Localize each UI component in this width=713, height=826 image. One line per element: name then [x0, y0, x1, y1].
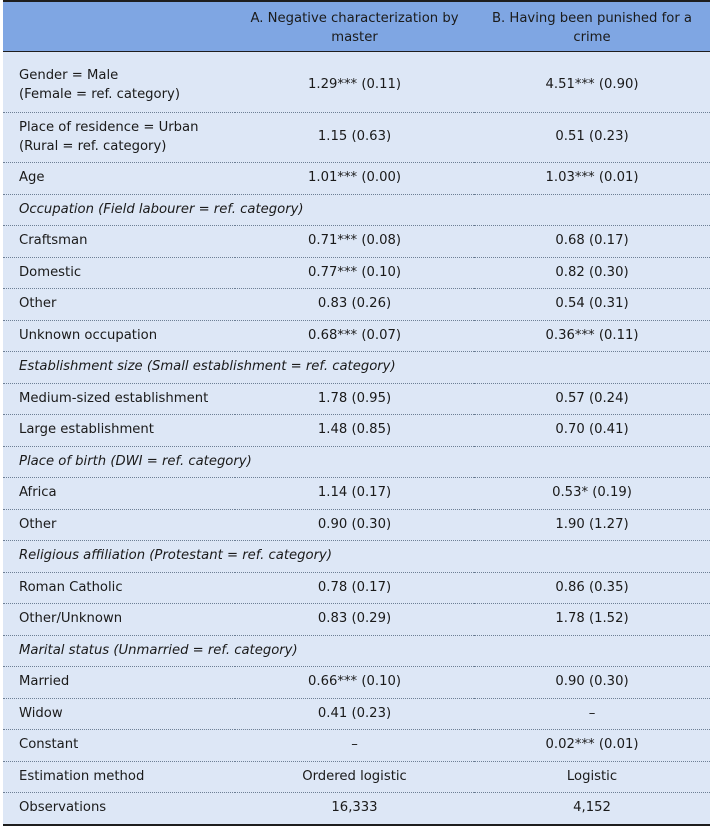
row-label: Estimation method — [3, 761, 235, 793]
row-label: Married — [3, 667, 235, 699]
cell-a: 0.68*** (0.07) — [235, 320, 474, 352]
row-label: Other — [3, 509, 235, 541]
row-label: Craftsman — [3, 226, 235, 258]
row-label: Age — [3, 163, 235, 195]
cell-a: 1.15 (0.63) — [235, 113, 474, 163]
category-row — [3, 352, 710, 384]
cell-a: 1.29*** (0.11) — [235, 52, 474, 113]
category-label: Place of birth (DWI = ref. category) — [3, 446, 710, 478]
table-row — [3, 667, 710, 699]
row-label: Other — [3, 289, 235, 321]
cell-a: 0.66*** (0.10) — [235, 667, 474, 699]
cell-a: 0.83 (0.29) — [235, 604, 474, 636]
cell-b: 0.86 (0.35) — [474, 572, 710, 604]
cell-b: 0.54 (0.31) — [474, 289, 710, 321]
category-row — [3, 541, 710, 573]
category-row — [3, 635, 710, 667]
table-row — [3, 383, 710, 415]
table-row — [3, 226, 710, 258]
cell-a: 1.14 (0.17) — [235, 478, 474, 510]
row-label: Constant — [3, 730, 235, 762]
cell-a: 16,333 — [235, 793, 474, 826]
row-label — [3, 113, 235, 163]
row-label: Other/Unknown — [3, 604, 235, 636]
cell-b: 0.90 (0.30) — [474, 667, 710, 699]
cell-a: Ordered logistic — [235, 761, 474, 793]
table-row — [3, 761, 710, 793]
table-row — [3, 320, 710, 352]
row-label: Observations — [3, 793, 235, 826]
table-row — [3, 163, 710, 195]
table-row — [3, 478, 710, 510]
cell-a: 0.90 (0.30) — [235, 509, 474, 541]
cell-b: 0.82 (0.30) — [474, 257, 710, 289]
cell-a: – — [235, 730, 474, 762]
cell-a: 1.48 (0.85) — [235, 415, 474, 447]
cell-b: 0.51 (0.23) — [474, 113, 710, 163]
regression-table-container — [3, 0, 710, 826]
header-empty — [3, 1, 235, 52]
row-label-line2: (Rural = ref. category) — [19, 138, 167, 154]
row-label: Large establishment — [3, 415, 235, 447]
cell-b: 0.70 (0.41) — [474, 415, 710, 447]
row-label: Medium-sized establishment — [3, 383, 235, 415]
category-row — [3, 446, 710, 478]
row-label: Africa — [3, 478, 235, 510]
header-model-b: B. Having been punished for a crime — [474, 1, 710, 52]
cell-a: 0.78 (0.17) — [235, 572, 474, 604]
table-row — [3, 572, 710, 604]
row-label: Unknown occupation — [3, 320, 235, 352]
row-label — [3, 52, 235, 113]
table-row — [3, 113, 710, 163]
cell-b: 0.57 (0.24) — [474, 383, 710, 415]
cell-a: 0.83 (0.26) — [235, 289, 474, 321]
cell-a: 0.71*** (0.08) — [235, 226, 474, 258]
regression-table — [3, 0, 710, 826]
cell-b: 4,152 — [474, 793, 710, 826]
cell-a: 0.41 (0.23) — [235, 698, 474, 730]
row-label: Widow — [3, 698, 235, 730]
cell-b: 1.90 (1.27) — [474, 509, 710, 541]
table-row — [3, 730, 710, 762]
category-row — [3, 194, 710, 226]
row-label-line1: Place of residence = Urban — [19, 120, 199, 135]
cell-b: 0.53* (0.19) — [474, 478, 710, 510]
table-row — [3, 698, 710, 730]
table-row — [3, 509, 710, 541]
category-label: Establishment size (Small establishment = ref. category) — [3, 352, 710, 384]
cell-b: 0.02*** (0.01) — [474, 730, 710, 762]
table-row — [3, 415, 710, 447]
cell-b: 1.03*** (0.01) — [474, 163, 710, 195]
cell-b: – — [474, 698, 710, 730]
cell-a: 0.77*** (0.10) — [235, 257, 474, 289]
table-row — [3, 793, 710, 826]
header-row — [3, 1, 710, 52]
row-label-line1: Gender = Male — [19, 68, 119, 83]
cell-b: 0.68 (0.17) — [474, 226, 710, 258]
table-row — [3, 257, 710, 289]
row-label-line2: (Female = ref. category) — [19, 86, 180, 102]
table-row — [3, 604, 710, 636]
cell-b: Logistic — [474, 761, 710, 793]
cell-a: 1.78 (0.95) — [235, 383, 474, 415]
row-label: Domestic — [3, 257, 235, 289]
cell-b: 0.36*** (0.11) — [474, 320, 710, 352]
cell-b: 4.51*** (0.90) — [474, 52, 710, 113]
header-model-a: A. Negative characterization by master — [235, 1, 474, 52]
cell-a: 1.01*** (0.00) — [235, 163, 474, 195]
cell-b: 1.78 (1.52) — [474, 604, 710, 636]
table-row — [3, 289, 710, 321]
table-row — [3, 52, 710, 113]
category-label: Occupation (Field labourer = ref. category) — [3, 194, 710, 226]
row-label: Roman Catholic — [3, 572, 235, 604]
category-label: Marital status (Unmarried = ref. category) — [3, 635, 710, 667]
category-label: Religious affiliation (Protestant = ref. category) — [3, 541, 710, 573]
